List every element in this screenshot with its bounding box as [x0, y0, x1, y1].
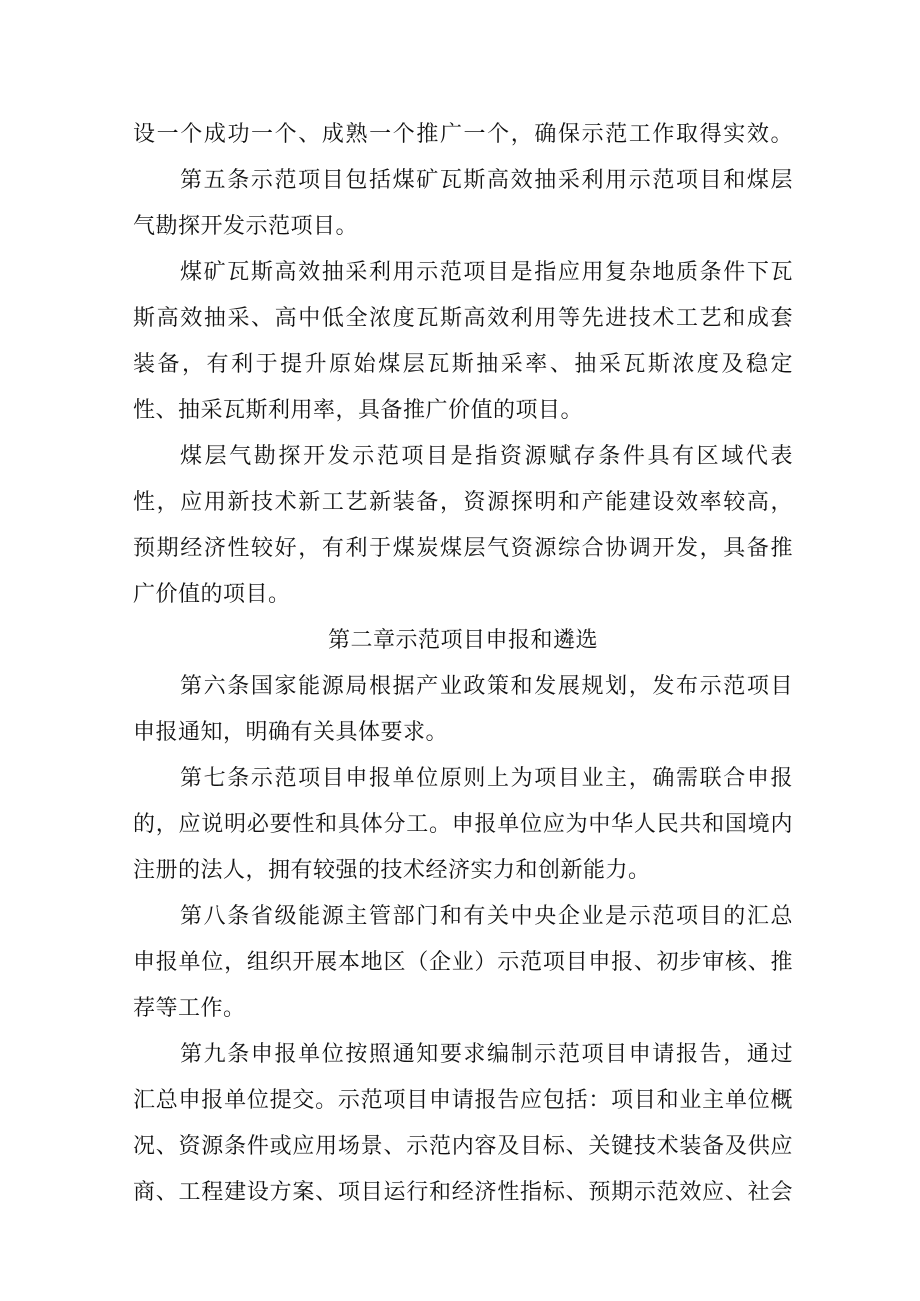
text-line: 注册的法人，拥有较强的技术经济实力和创新能力。 — [133, 858, 651, 883]
text-line: 预期经济性较好，有利于煤炭煤层气资源综合协调开发，具备推 — [133, 536, 793, 561]
text-line: 第七条示范项目申报单位原则上为项目业主，确需联合申报 — [180, 766, 793, 791]
text-line: 煤矿瓦斯高效抽采利用示范项目是指应用复杂地质条件下瓦 — [180, 260, 793, 285]
text-line: 汇总申报单位提交。示范项目申请报告应包括：项目和业主单位概 — [133, 1088, 793, 1113]
chapter-heading: 第二章示范项目申报和遴选 — [327, 628, 598, 653]
text-line: 荐等工作。 — [133, 996, 246, 1021]
text-line: 斯高效抽采、高中低全浓度瓦斯高效利用等先进技术工艺和成套 — [133, 306, 793, 331]
text-line: 第八条省级能源主管部门和有关中央企业是示范项目的汇总 — [180, 904, 793, 929]
text-line: 装备，有利于提升原始煤层瓦斯抽采率、抽采瓦斯浓度及稳定 — [133, 352, 793, 377]
text-line: 申报通知，明确有关具体要求。 — [133, 720, 449, 745]
text-line: 广价值的项目。 — [133, 582, 291, 607]
text-line: 况、资源条件或应用场景、示范内容及目标、关键技术装备及供应 — [133, 1134, 793, 1159]
text-line: 设一个成功一个、成熟一个推广一个，确保示范工作取得实效。 — [133, 122, 793, 147]
text-line: 申报单位，组织开展本地区（企业）示范项目申报、初步审核、推 — [133, 950, 793, 975]
text-line: 煤层气勘探开发示范项目是指资源赋存条件具有区域代表 — [180, 444, 793, 469]
text-line: 性、抽采瓦斯利用率，具备推广价值的项目。 — [133, 398, 584, 423]
text-line: 第五条示范项目包括煤矿瓦斯高效抽采利用示范项目和煤层 — [180, 168, 793, 193]
text-line: 商、工程建设方案、项目运行和经济性指标、预期示范效应、社会 — [133, 1180, 793, 1205]
text-line: 气勘探开发示范项目。 — [133, 214, 359, 239]
text-line: 第六条国家能源局根据产业政策和发展规划，发布示范项目 — [180, 674, 793, 699]
text-line: 性，应用新技术新工艺新装备，资源探明和产能建设效率较高， — [133, 490, 793, 515]
document-page — [133, 112, 793, 1216]
text-line: 的，应说明必要性和具体分工。申报单位应为中华人民共和国境内 — [133, 812, 793, 837]
text-line: 第九条申报单位按照通知要求编制示范项目申请报告，通过 — [180, 1042, 793, 1067]
